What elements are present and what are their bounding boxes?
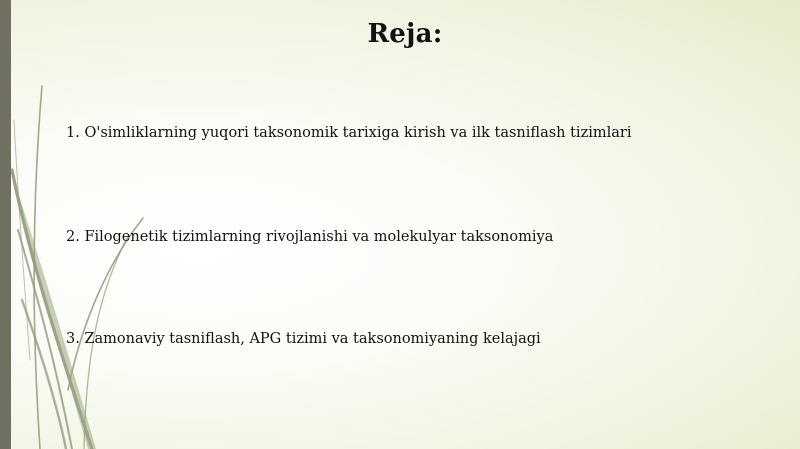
- list-item: 3. Zamonaviy tasniflash, APG tizimi va taksonomiyaning kelajagi: [66, 331, 541, 347]
- slide-title: Reja:: [367, 19, 443, 49]
- grass-decoration: [0, 0, 160, 449]
- list-item: 1. O'simliklarning yuqori taksonomik tarixiga kirish va ilk tasniflash tizimlari: [66, 125, 632, 141]
- list-item: 2. Filogenetik tizimlarning rivojlanishi va molekulyar taksonomiya: [66, 229, 554, 245]
